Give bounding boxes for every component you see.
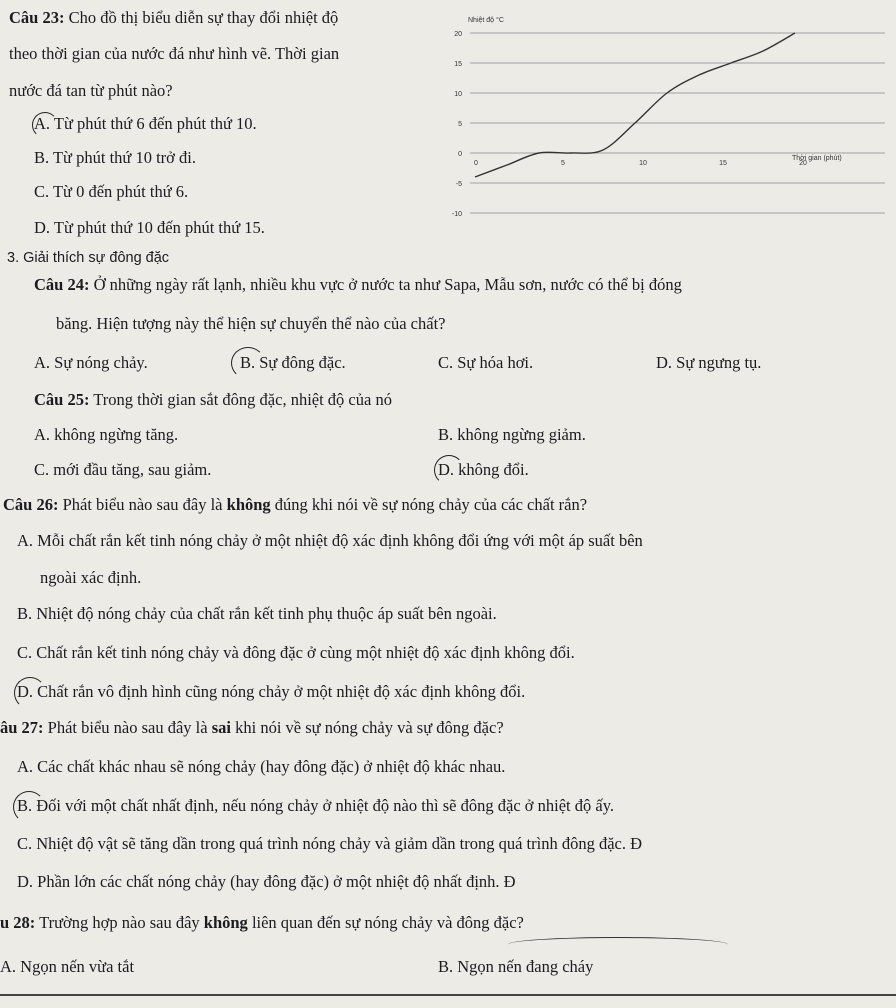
answer-mark [434, 455, 464, 485]
q25-option-a[interactable]: A. không ngừng tăng. [34, 425, 179, 444]
q26-option-a-cont: ngoài xác định. [40, 568, 142, 587]
q27-option-c[interactable]: C. Nhiệt độ vật sẽ tăng dần trong quá trình nóng chảy và giảm dần trong quá trình đông đặc. Đ [17, 834, 643, 853]
q24-option-d[interactable]: D. Sự ngưng tụ. [656, 353, 762, 372]
q26-text-bold: không [226, 495, 271, 514]
q26-line1 [3, 495, 587, 515]
answer-mark [231, 347, 265, 379]
q24-line1 [34, 275, 682, 295]
x-tick-label-origin: 0 [474, 160, 478, 167]
answer-mark [13, 791, 45, 823]
q28-text-pre: Trường hợp nào sau đây [39, 913, 200, 932]
answer-mark [32, 112, 58, 138]
underline-mark [508, 937, 728, 952]
q27-text-pre: Phát biểu nào sau đây là [47, 718, 208, 737]
q26-text-post: đúng khi nói về sự nóng chảy của các chất rắn? [274, 495, 588, 514]
q23-option-c[interactable]: C. Từ 0 đến phút thứ 6. [34, 182, 189, 201]
q27-option-b[interactable]: B. Đối với một chất nhất định, nếu nóng chảy ở nhiệt độ nào thì sẽ đông đặc ở nhiệt độ ấy. [17, 796, 614, 815]
y-tick-label: 15 [454, 61, 462, 68]
y-tick-label: 10 [454, 91, 462, 98]
temperature-line [475, 33, 795, 177]
q24-option-b[interactable]: B. Sự đông đặc. [240, 353, 346, 372]
q25-line1 [34, 390, 392, 410]
q24-line2: băng. Hiện tượng này thể hiện sự chuyển thể nào của chất? [56, 314, 446, 333]
q28-line1 [0, 913, 524, 933]
q24-text: Ở những ngày rất lạnh, nhiều khu vực ở nước ta như Sapa, Mẫu sơn, nước có thể bị đóng [93, 275, 682, 294]
q23-line3: nước đá tan từ phút nào? [9, 81, 173, 100]
q23-text: Cho đồ thị biểu diễn sự thay đổi nhiệt độ [68, 8, 339, 27]
temperature-chart [440, 8, 890, 228]
q27-line1 [0, 718, 504, 738]
y-tick-label: -10 [451, 211, 462, 218]
q27-text-bold: sai [211, 718, 231, 737]
x-tick-labels [474, 160, 807, 167]
q25-label: Câu 25: [34, 390, 90, 409]
chart-grid [470, 33, 885, 213]
answer-mark [14, 677, 46, 709]
y-tick-label: 5 [458, 121, 462, 128]
q23-option-b[interactable]: B. Từ phút thứ 10 trở đi. [34, 148, 196, 167]
q24-option-a[interactable]: A. Sự nóng chảy. [34, 353, 148, 372]
x-tick-label: 10 [639, 160, 647, 167]
q23-label: Câu 23: [9, 8, 65, 27]
q23-option-d[interactable]: D. Từ phút thứ 10 đến phút thứ 15. [34, 218, 265, 237]
q27-text-post: khi nói về sự nóng chảy và sự đông đặc? [235, 718, 504, 737]
q23-option-a[interactable]: A. Từ phút thứ 6 đến phút thứ 10. [34, 114, 257, 133]
q24-option-c[interactable]: C. Sự hóa hơi. [438, 353, 534, 372]
q23-line1 [9, 8, 338, 28]
q28-option-a[interactable]: A. Ngọn nến vừa tắt [0, 957, 135, 976]
y-tick-label: 0 [458, 151, 462, 158]
x-tick-label: 15 [719, 160, 727, 167]
q26-option-d[interactable]: D. Chất rắn vô định hình cũng nóng chảy ở một nhiệt độ xác định không đổi. [17, 682, 526, 701]
q26-option-c[interactable]: C. Chất rắn kết tinh nóng chảy và đông đặc ở cùng một nhiệt độ xác định không đổi. [17, 643, 575, 662]
y-axis-label: Nhiệt độ °C [468, 17, 504, 24]
x-tick-label: 20 [799, 160, 807, 167]
x-tick-label: 5 [561, 160, 565, 167]
bottom-rule [0, 994, 896, 996]
q24-label: Câu 24: [34, 275, 90, 294]
q26-label: Câu 26: [3, 495, 59, 514]
q26-option-b[interactable]: B. Nhiệt độ nóng chảy của chất rắn kết tinh phụ thuộc áp suất bên ngoài. [17, 604, 497, 623]
q27-option-d[interactable]: D. Phần lớn các chất nóng chảy (hay đông đặc) ở một nhiệt độ nhất định. Đ [17, 872, 516, 891]
q26-option-a[interactable]: A. Mỗi chất rắn kết tinh nóng chảy ở một nhiệt độ xác định không đổi ứng với một áp suất bên [17, 531, 643, 550]
x-axis-label: Thời gian (phút) [792, 155, 842, 162]
q28-label: u 28: [0, 913, 36, 932]
q25-option-b[interactable]: B. không ngừng giảm. [438, 425, 586, 444]
q28-text-post: liên quan đến sự nóng chảy và đông đặc? [251, 913, 524, 932]
q28-text-bold: không [203, 913, 248, 932]
q28-option-b[interactable]: B. Ngọn nến đang cháy [438, 957, 594, 976]
y-tick-label: 20 [454, 31, 462, 38]
q25-text: Trong thời gian sắt đông đặc, nhiệt độ của nó [93, 390, 392, 409]
y-tick-label: -5 [455, 181, 462, 188]
y-tick-labels [452, 31, 462, 218]
q25-option-d[interactable]: D. không đổi. [438, 460, 529, 479]
section-heading: 3. Giải thích sự đông đặc [7, 250, 170, 266]
q26-text-pre: Phát biểu nào sau đây là [62, 495, 223, 514]
q23-line2: theo thời gian của nước đá như hình vẽ. Thời gian [9, 44, 340, 63]
q27-option-a[interactable]: A. Các chất khác nhau sẽ nóng chảy (hay đông đặc) ở nhiệt độ khác nhau. [17, 757, 506, 776]
q25-option-c[interactable]: C. mới đầu tăng, sau giảm. [34, 460, 212, 479]
q27-label: âu 27: [0, 718, 44, 737]
